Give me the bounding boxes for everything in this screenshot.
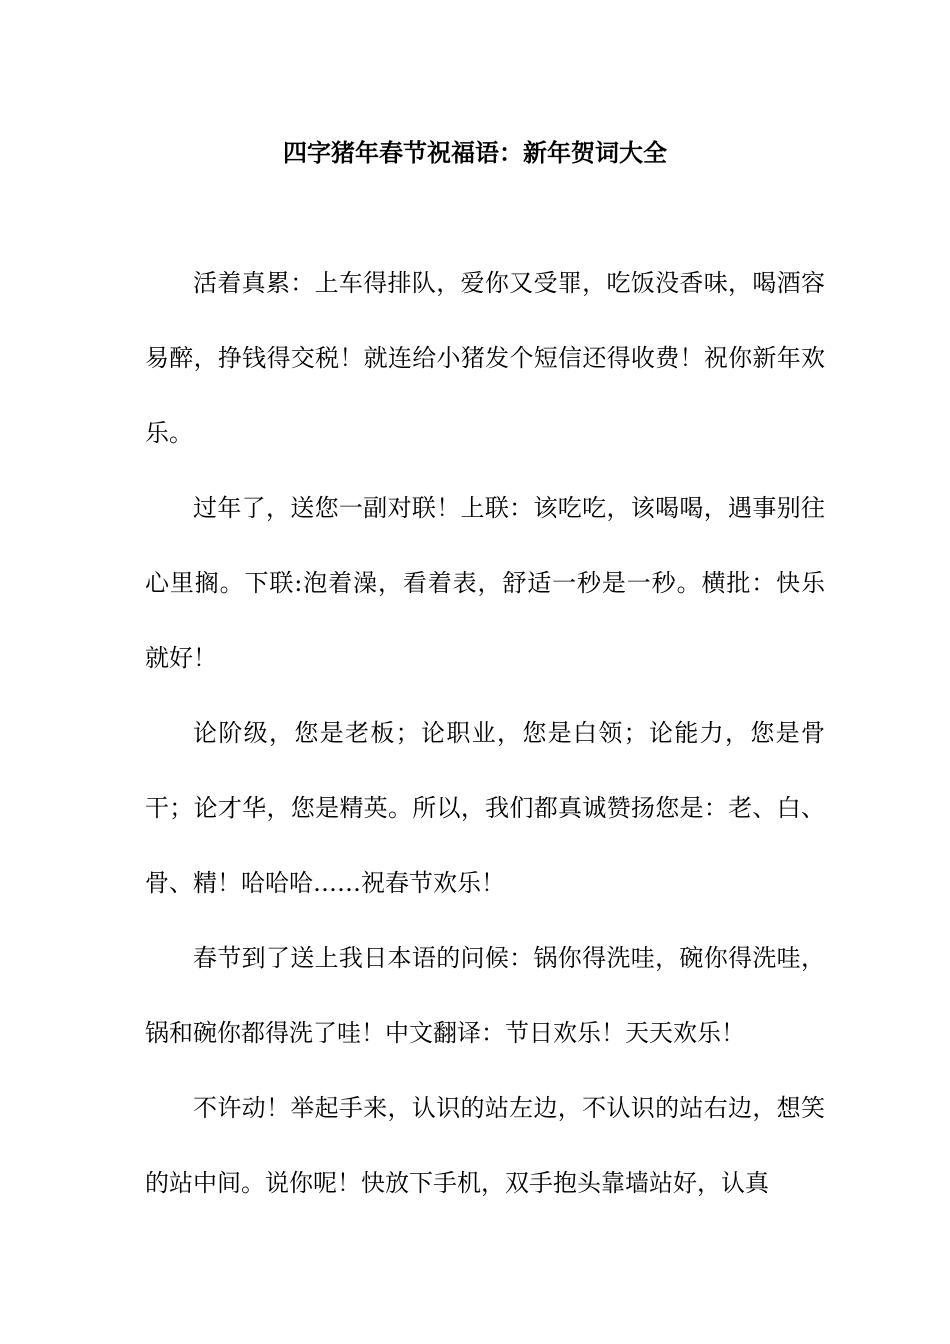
paragraph-5: 不许动！举起手来，认识的站左边，不认识的站右边，想笑的站中间。说你呢！快放下手机，双手抱头靠墙站好，认真 xyxy=(145,1094,825,1197)
paragraph-3: 论阶级，您是老板；论职业，您是白领；论能力，您是骨干；论才华，您是精英。所以，我们都真诚赞扬您是：老、白、骨、精！哈哈哈……祝春节欢乐！ xyxy=(145,719,825,897)
document-body xyxy=(145,246,825,1221)
paragraph-2: 过年了，送您一副对联！上联：该吃吃，该喝喝，遇事别往心里搁。下联:泡着澡，看着表，舒适一秒是一秒。横批：快乐就好！ xyxy=(145,494,825,672)
paragraph-4: 春节到了送上我日本语的问候：锅你得洗哇，碗你得洗哇，锅和碗你都得洗了哇！中文翻译：节日欢乐！天天欢乐！ xyxy=(145,944,825,1047)
document-title: 四字猪年春节祝福语：新年贺词大全 xyxy=(283,138,667,167)
paragraph-1: 活着真累：上车得排队，爱你又受罪，吃饭没香味，喝酒容易醉，挣钱得交税！就连给小猪发个短信还得收费！祝你新年欢乐。 xyxy=(145,269,825,447)
